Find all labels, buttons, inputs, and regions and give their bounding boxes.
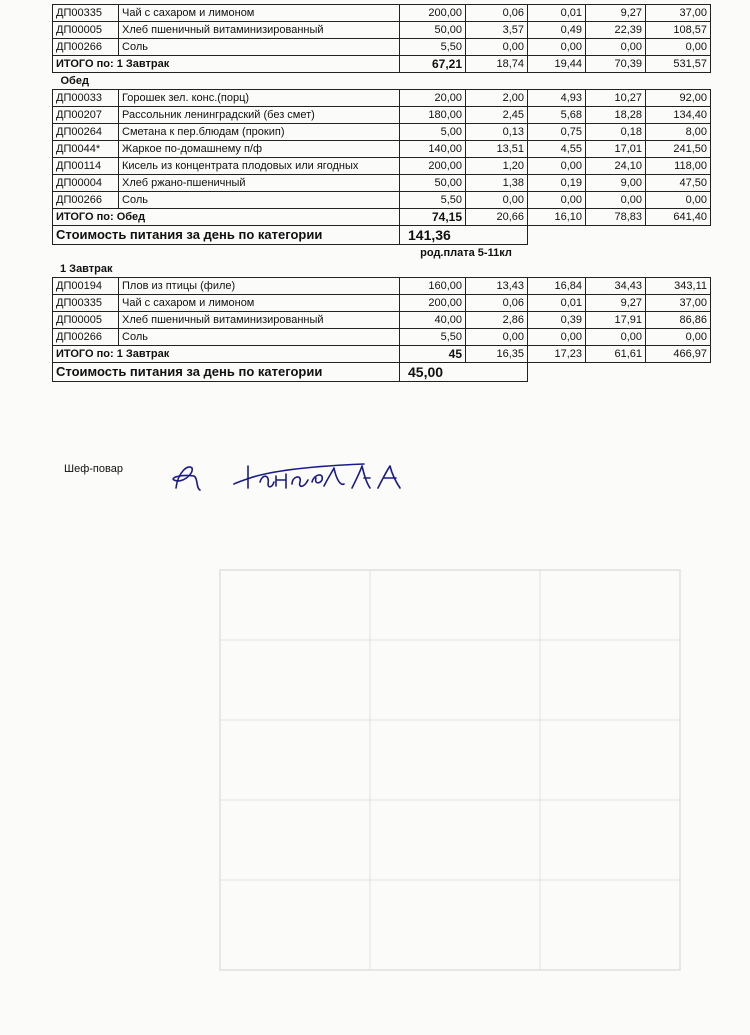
item-protein: 1,38	[466, 175, 528, 192]
item-name: Сметана к пер.блюдам (прокип)	[119, 124, 400, 141]
table-row	[53, 329, 711, 346]
item-kcal: 47,50	[646, 175, 711, 192]
handwritten-signature	[164, 458, 464, 498]
item-fat: 0,19	[528, 175, 586, 192]
section-header-lunch	[53, 73, 711, 90]
item-protein: 13,51	[466, 141, 528, 158]
item-weight: 160,00	[400, 278, 466, 295]
total-kcal: 641,40	[646, 209, 711, 226]
item-carbs: 17,01	[586, 141, 646, 158]
item-carbs: 0,00	[586, 192, 646, 209]
item-code: ДП0044*	[53, 141, 119, 158]
item-carbs: 0,00	[586, 39, 646, 56]
table-row	[53, 39, 711, 56]
item-carbs: 34,43	[586, 278, 646, 295]
total-protein: 16,35	[466, 346, 528, 363]
item-kcal: 0,00	[646, 39, 711, 56]
item-fat: 4,93	[528, 90, 586, 107]
menu-sheet	[52, 4, 710, 382]
item-fat: 0,49	[528, 22, 586, 39]
item-weight: 5,50	[400, 39, 466, 56]
item-code: ДП00266	[53, 39, 119, 56]
item-weight: 40,00	[400, 312, 466, 329]
item-name: Хлеб пшеничный витаминизированный	[119, 312, 400, 329]
total-protein: 20,66	[466, 209, 528, 226]
item-name: Соль	[119, 329, 400, 346]
total-weight: 74,15	[400, 209, 466, 226]
item-fat: 0,00	[528, 158, 586, 175]
item-name: Плов из птицы (филе)	[119, 278, 400, 295]
item-code: ДП00033	[53, 90, 119, 107]
menu-table-1	[52, 4, 711, 245]
item-weight: 50,00	[400, 175, 466, 192]
item-code: ДП00004	[53, 175, 119, 192]
item-name: Чай с сахаром и лимоном	[119, 5, 400, 22]
table-row	[53, 295, 711, 312]
item-kcal: 86,86	[646, 312, 711, 329]
item-fat: 0,75	[528, 124, 586, 141]
group-title: 1 Завтрак	[60, 263, 113, 275]
item-protein: 1,20	[466, 158, 528, 175]
item-protein: 0,00	[466, 192, 528, 209]
bleed-through-watermark	[210, 560, 690, 980]
item-code: ДП00207	[53, 107, 119, 124]
item-weight: 5,00	[400, 124, 466, 141]
item-weight: 5,50	[400, 192, 466, 209]
table-row	[53, 278, 711, 295]
item-fat: 0,00	[528, 329, 586, 346]
cost-value: 141,36	[400, 226, 528, 245]
item-protein: 0,00	[466, 39, 528, 56]
table-row	[53, 22, 711, 39]
item-name: Чай с сахаром и лимоном	[119, 295, 400, 312]
item-weight: 50,00	[400, 22, 466, 39]
item-carbs: 18,28	[586, 107, 646, 124]
item-kcal: 0,00	[646, 329, 711, 346]
section-title: Обед	[60, 75, 89, 87]
item-protein: 3,57	[466, 22, 528, 39]
item-code: ДП00194	[53, 278, 119, 295]
table-row	[53, 175, 711, 192]
item-carbs: 9,00	[586, 175, 646, 192]
item-name: Хлеб пшеничный витаминизированный	[119, 22, 400, 39]
total-protein: 18,74	[466, 56, 528, 73]
item-fat: 0,00	[528, 192, 586, 209]
item-code: ДП00005	[53, 22, 119, 39]
item-weight: 200,00	[400, 158, 466, 175]
item-code: ДП00335	[53, 295, 119, 312]
item-fat: 0,00	[528, 39, 586, 56]
item-code: ДП00266	[53, 192, 119, 209]
table-row	[53, 312, 711, 329]
menu-table-2	[52, 277, 711, 382]
item-name: Рассольник ленинградский (без смет)	[119, 107, 400, 124]
item-kcal: 134,40	[646, 107, 711, 124]
item-carbs: 0,00	[586, 329, 646, 346]
item-carbs: 10,27	[586, 90, 646, 107]
total-carbs: 70,39	[586, 56, 646, 73]
item-protein: 2,00	[466, 90, 528, 107]
total-label: ИТОГО по: 1 Завтрак	[53, 56, 400, 73]
table-row	[53, 192, 711, 209]
item-carbs: 24,10	[586, 158, 646, 175]
item-carbs: 17,91	[586, 312, 646, 329]
item-protein: 0,13	[466, 124, 528, 141]
item-protein: 2,86	[466, 312, 528, 329]
total-carbs: 61,61	[586, 346, 646, 363]
item-kcal: 37,00	[646, 295, 711, 312]
item-weight: 140,00	[400, 141, 466, 158]
item-name: Соль	[119, 39, 400, 56]
item-carbs: 0,18	[586, 124, 646, 141]
total-row-breakfast-2	[53, 346, 711, 363]
item-kcal: 8,00	[646, 124, 711, 141]
cost-label: Стоимость питания за день по категории	[53, 363, 400, 382]
item-kcal: 343,11	[646, 278, 711, 295]
item-weight: 200,00	[400, 5, 466, 22]
item-fat: 0,39	[528, 312, 586, 329]
item-kcal: 108,57	[646, 22, 711, 39]
item-fat: 0,01	[528, 295, 586, 312]
item-code: ДП00005	[53, 312, 119, 329]
item-protein: 0,00	[466, 329, 528, 346]
item-carbs: 9,27	[586, 5, 646, 22]
item-weight: 180,00	[400, 107, 466, 124]
table-row	[53, 158, 711, 175]
item-name: Жаркое по-домашнему п/ф	[119, 141, 400, 158]
item-name: Горошек зел. конс.(порц)	[119, 90, 400, 107]
cost-blank	[528, 226, 711, 245]
cost-row	[53, 226, 711, 245]
item-kcal: 37,00	[646, 5, 711, 22]
table-row	[53, 141, 711, 158]
item-code: ДП00335	[53, 5, 119, 22]
table-row	[53, 90, 711, 107]
item-name: Хлеб ржано-пшеничный	[119, 175, 400, 192]
signature-role: Шеф-повар	[64, 463, 123, 475]
total-row-breakfast	[53, 56, 711, 73]
item-weight: 200,00	[400, 295, 466, 312]
item-kcal: 92,00	[646, 90, 711, 107]
item-protein: 13,43	[466, 278, 528, 295]
cost-value: 45,00	[400, 363, 528, 382]
item-code: ДП00266	[53, 329, 119, 346]
signature-block	[64, 458, 464, 498]
item-fat: 5,68	[528, 107, 586, 124]
total-kcal: 466,97	[646, 346, 711, 363]
item-weight: 20,00	[400, 90, 466, 107]
item-name: Кисель из концентрата плодовых или ягодных	[119, 158, 400, 175]
item-weight: 5,50	[400, 329, 466, 346]
total-carbs: 78,83	[586, 209, 646, 226]
total-fat: 17,23	[528, 346, 586, 363]
cost-label: Стоимость питания за день по категории	[53, 226, 400, 245]
table-row	[53, 5, 711, 22]
table-row	[53, 107, 711, 124]
total-label: ИТОГО по: Обед	[53, 209, 400, 226]
item-protein: 2,45	[466, 107, 528, 124]
item-kcal: 241,50	[646, 141, 711, 158]
category-title: род.плата 5-11кл	[420, 247, 512, 259]
item-fat: 16,84	[528, 278, 586, 295]
total-fat: 19,44	[528, 56, 586, 73]
cost-blank	[528, 363, 711, 382]
table-row	[53, 124, 711, 141]
total-weight: 45	[400, 346, 466, 363]
total-label: ИТОГО по: 1 Завтрак	[53, 346, 400, 363]
total-fat: 16,10	[528, 209, 586, 226]
item-carbs: 22,39	[586, 22, 646, 39]
item-carbs: 9,27	[586, 295, 646, 312]
item-protein: 0,06	[466, 5, 528, 22]
total-weight: 67,21	[400, 56, 466, 73]
item-code: ДП00264	[53, 124, 119, 141]
item-kcal: 0,00	[646, 192, 711, 209]
item-code: ДП00114	[53, 158, 119, 175]
item-fat: 4,55	[528, 141, 586, 158]
item-name: Соль	[119, 192, 400, 209]
item-kcal: 118,00	[646, 158, 711, 175]
total-kcal: 531,57	[646, 56, 711, 73]
item-protein: 0,06	[466, 295, 528, 312]
cost-row-2	[53, 363, 711, 382]
item-fat: 0,01	[528, 5, 586, 22]
total-row-lunch	[53, 209, 711, 226]
